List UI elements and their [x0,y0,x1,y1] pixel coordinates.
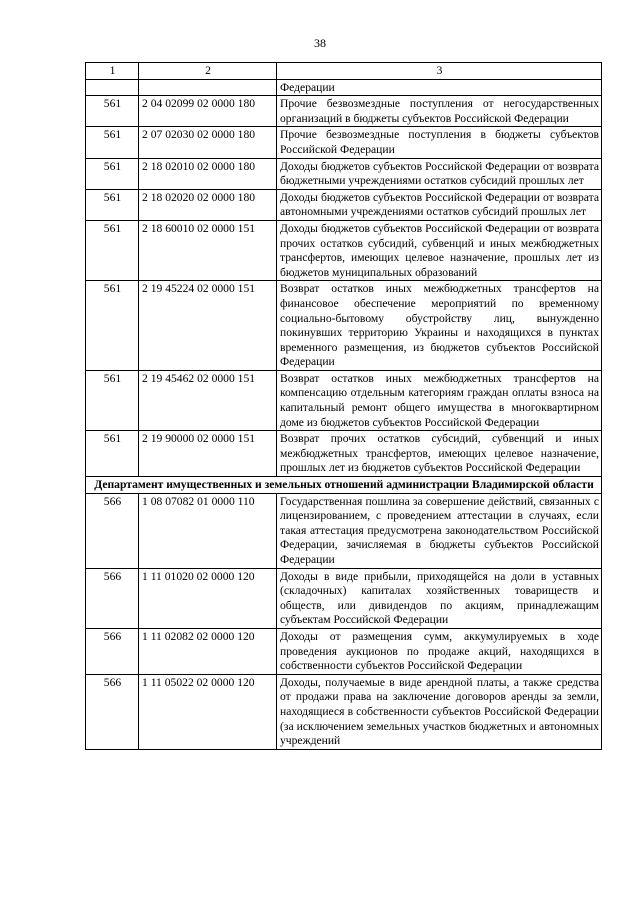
table-header-row [86,63,602,80]
continuation-text: Федерации [277,79,602,96]
revenue-code: 1 11 05022 02 0000 120 [139,674,277,749]
header-col-2: 2 [139,63,277,80]
revenue-code: 2 19 45462 02 0000 151 [139,370,277,430]
revenue-code: 1 11 01020 02 0000 120 [139,568,277,628]
admin-code: 561 [86,431,139,477]
section-title: Департамент имущественных и земельных отношений администрации Владимирской области [86,477,602,494]
row-561-4 [86,220,602,280]
row-561-6 [86,370,602,430]
admin-code: 561 [86,189,139,220]
row-566-2 [86,628,602,674]
admin-code: 561 [86,370,139,430]
row-561-5 [86,281,602,371]
revenue-description: Государственная пошлина за совершение действий, связанных с лицензированием, с проведением аттестации в случаях, если такая аттестация предусмотрена законодательством Российской Федерации, зачисляемая в бюджеты субъектов Российской Федерации [277,493,602,568]
row-561-0 [86,96,602,127]
admin-code: 561 [86,96,139,127]
admin-code: 561 [86,127,139,158]
header-col-1: 1 [86,63,139,80]
revenue-description: Прочие безвозмездные поступления от негосударственных организаций в бюджеты субъектов Российской Федерации [277,96,602,127]
revenue-description: Доходы от размещения сумм, аккумулируемых в ходе проведения аукционов по продаже акций, находящихся в собственности субъектов Российской Федерации [277,628,602,674]
revenue-code: 2 07 02030 02 0000 180 [139,127,277,158]
admin-code: 566 [86,493,139,568]
revenue-code: 2 19 45224 02 0000 151 [139,281,277,371]
row-566-0 [86,493,602,568]
revenue-description: Доходы, получаемые в виде арендной платы, а также средства от продажи права на заключение договоров аренды за земли, находящиеся в собственности субъектов Российской Федерации (за исключением земельных участков бюджетных и автономных учреждений [277,674,602,749]
admin-code: 561 [86,158,139,189]
revenue-code: 1 11 02082 02 0000 120 [139,628,277,674]
revenue-code: 2 19 90000 02 0000 151 [139,431,277,477]
row-566-1 [86,568,602,628]
revenue-description: Прочие безвозмездные поступления в бюджеты субъектов Российской Федерации [277,127,602,158]
header-col-3: 3 [277,63,602,80]
revenue-description: Доходы бюджетов субъектов Российской Федерации от возврата прочих остатков субсидий, субвенций и иных межбюджетных трансфертов, имеющих целевое назначение, прошлых лет из бюджетов муниципальных образований [277,220,602,280]
revenue-codes-table [85,62,602,750]
revenue-description: Доходы бюджетов субъектов Российской Федерации от возврата автономными учреждениями остатков субсидий прошлых лет [277,189,602,220]
revenue-description: Доходы в виде прибыли, приходящейся на доли в уставных (складочных) капиталах хозяйственных товариществ и обществ, или дивидендов по акциям, принадлежащим субъектам Российской Федерации [277,568,602,628]
section-header-row [86,477,602,494]
revenue-description: Доходы бюджетов субъектов Российской Федерации от возврата бюджетными учреждениями остатков субсидий прошлых лет [277,158,602,189]
revenue-code: 1 08 07082 01 0000 110 [139,493,277,568]
row-561-2 [86,158,602,189]
continuation-row [86,79,602,96]
admin-code: 561 [86,281,139,371]
admin-code: 561 [86,220,139,280]
revenue-code: 2 18 60010 02 0000 151 [139,220,277,280]
revenue-description: Возврат остатков иных межбюджетных трансфертов на компенсацию отдельным категориям граждан оплаты взноса на капитальный ремонт общего имущества в многоквартирном доме из бюджетов субъектов Российской Федерации [277,370,602,430]
admin-code: 566 [86,628,139,674]
revenue-description: Возврат остатков иных межбюджетных трансфертов на финансовое обеспечение мероприятий по временному социально-бытовому обустройству лиц, вынужденно покинувших территорию Украины и находящихся в пунктах временного размещения, из бюджетов субъектов Российской Федерации [277,281,602,371]
admin-code: 566 [86,568,139,628]
row-561-1 [86,127,602,158]
row-561-7 [86,431,602,477]
revenue-code: 2 04 02099 02 0000 180 [139,96,277,127]
admin-code: 566 [86,674,139,749]
row-566-3 [86,674,602,749]
revenue-description: Возврат прочих остатков субсидий, субвенций и иных межбюджетных трансфертов, имеющих целевое назначение, прошлых лет из бюджетов субъектов Российской Федерации [277,431,602,477]
revenue-code: 2 18 02010 02 0000 180 [139,158,277,189]
revenue-code: 2 18 02020 02 0000 180 [139,189,277,220]
row-561-3 [86,189,602,220]
page-number: 38 [314,36,326,50]
